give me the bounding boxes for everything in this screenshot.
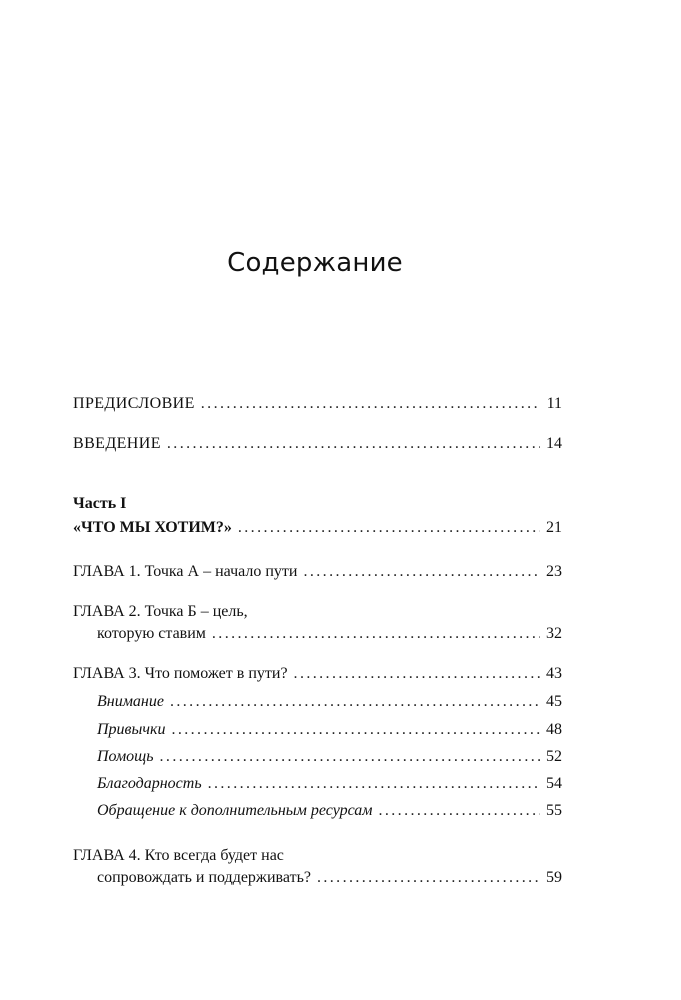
page-title: Содержание bbox=[227, 248, 403, 278]
dot-leader bbox=[201, 394, 541, 414]
toc-section-resources[interactable] bbox=[97, 801, 562, 821]
dot-leader bbox=[167, 434, 540, 454]
toc-entry-preface[interactable] bbox=[73, 394, 562, 414]
toc-page-number: 14 bbox=[546, 435, 562, 452]
toc-entry-label: сопровождать и поддерживать? bbox=[97, 869, 311, 886]
toc-entry-chapter4-line1[interactable] bbox=[73, 846, 562, 866]
dot-leader bbox=[208, 774, 540, 794]
toc-entry-label: «ЧТО МЫ ХОТИМ?» bbox=[73, 519, 232, 536]
dot-leader bbox=[170, 692, 540, 712]
part-heading: Часть I bbox=[73, 495, 127, 512]
toc-page-number: 43 bbox=[546, 665, 562, 682]
table-of-contents bbox=[73, 0, 562, 1000]
toc-page-number: 52 bbox=[546, 748, 562, 765]
toc-entry-part1[interactable] bbox=[73, 518, 562, 538]
toc-section-label: Внимание bbox=[97, 693, 164, 710]
toc-entry-chapter2-line1[interactable] bbox=[73, 602, 562, 622]
toc-entry-chapter2-line2[interactable] bbox=[97, 624, 562, 644]
toc-page-number: 59 bbox=[546, 869, 562, 886]
toc-page-number: 21 bbox=[546, 519, 562, 536]
toc-section-label: Благодарность bbox=[97, 775, 202, 792]
dot-leader bbox=[160, 747, 540, 767]
dot-leader bbox=[294, 664, 540, 684]
toc-section-label: Обращение к дополнительным ресурсам bbox=[97, 802, 373, 819]
toc-page-number: 11 bbox=[546, 395, 562, 412]
toc-page-number: 32 bbox=[546, 625, 562, 642]
toc-entry-label: ГЛАВА 2. Точка Б – цель, bbox=[73, 603, 248, 620]
toc-entry-intro[interactable] bbox=[73, 434, 562, 454]
toc-entry-chapter3[interactable] bbox=[73, 664, 562, 684]
dot-leader bbox=[317, 868, 540, 888]
dot-leader bbox=[171, 720, 540, 740]
toc-entry-label: которую ставим bbox=[97, 625, 206, 642]
toc-section-label: Привычки bbox=[97, 721, 166, 738]
toc-section-attention[interactable] bbox=[97, 692, 562, 712]
toc-section-gratitude[interactable] bbox=[97, 774, 562, 794]
toc-entry-label: ВВЕДЕНИЕ bbox=[73, 435, 161, 452]
toc-entry-label: ГЛАВА 3. Что поможет в пути? bbox=[73, 665, 288, 682]
toc-page-number: 23 bbox=[546, 563, 562, 580]
toc-section-label: Помощь bbox=[97, 748, 154, 765]
toc-entry-label: ПРЕДИСЛОВИЕ bbox=[73, 395, 195, 412]
toc-page-number: 54 bbox=[546, 775, 562, 792]
dot-leader bbox=[378, 801, 540, 821]
toc-part-heading bbox=[73, 494, 562, 514]
toc-page-number: 48 bbox=[546, 721, 562, 738]
toc-entry-label: ГЛАВА 1. Точка А – начало пути bbox=[73, 563, 298, 580]
toc-section-help[interactable] bbox=[97, 747, 562, 767]
toc-entry-chapter1[interactable] bbox=[73, 562, 562, 582]
dot-leader bbox=[303, 562, 540, 582]
dot-leader bbox=[238, 518, 540, 538]
dot-leader bbox=[212, 624, 540, 644]
toc-section-habits[interactable] bbox=[97, 720, 562, 740]
toc-entry-chapter4-line2[interactable] bbox=[97, 868, 562, 888]
toc-page-number: 45 bbox=[546, 693, 562, 710]
toc-page-number: 55 bbox=[546, 802, 562, 819]
toc-entry-label: ГЛАВА 4. Кто всегда будет нас bbox=[73, 847, 284, 864]
